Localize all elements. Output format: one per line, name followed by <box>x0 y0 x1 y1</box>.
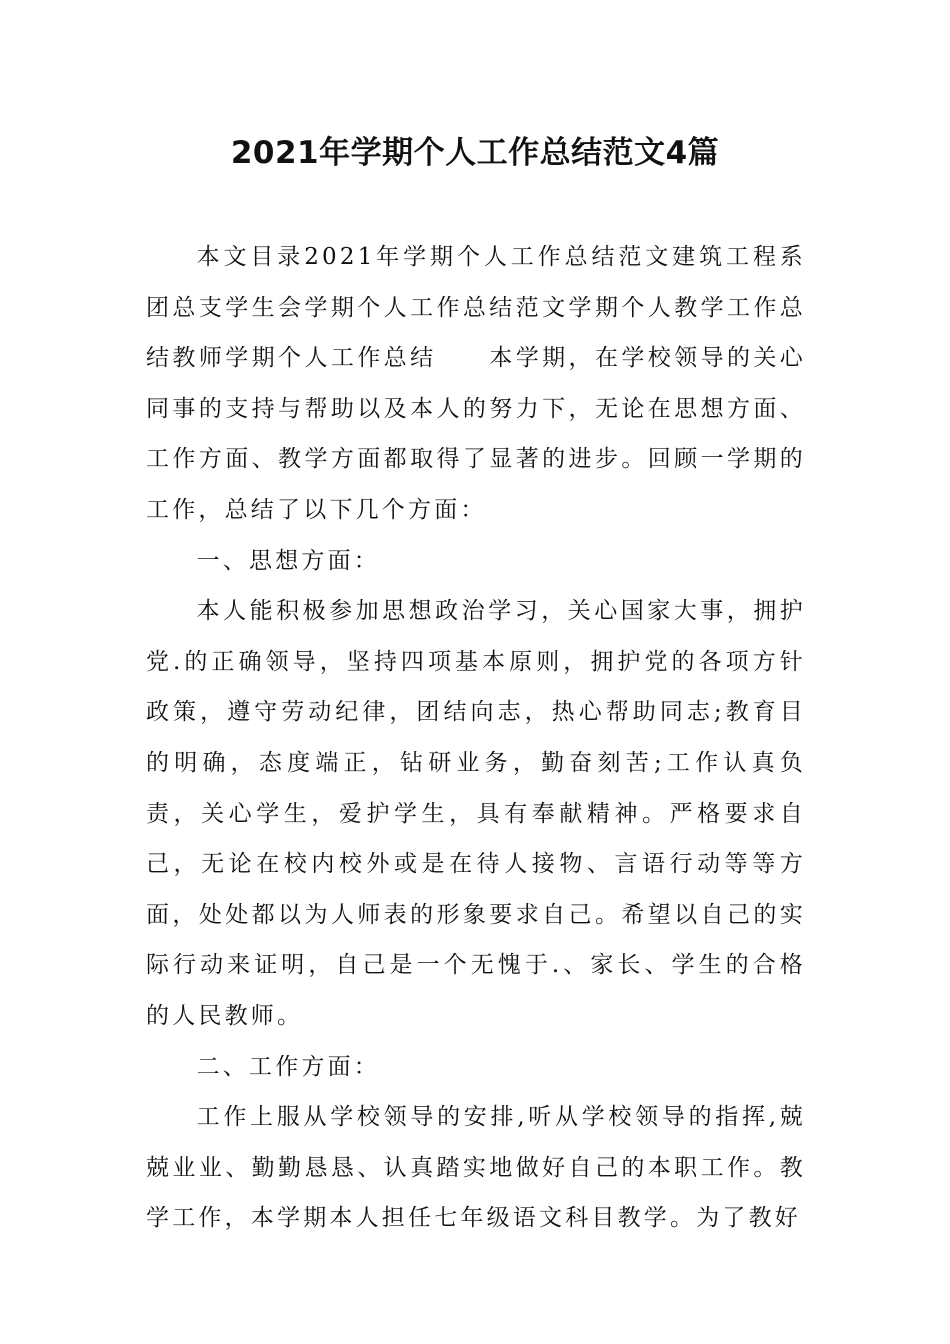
document-title: 2021年学期个人工作总结范文4篇 <box>230 135 720 171</box>
section-heading-work: 二、工作方面： <box>196 1053 380 1080</box>
section-heading-thought: 一、思想方面： <box>196 547 380 574</box>
thought-paragraph: 本人能积极参加思想政治学习，关心国家大事，拥护党.的正确领导，坚持四项基本原则，拥护党的各项方针政策，遵守劳动纪律，团结向志，热心帮助同志;教育目的明确，态度端正，钻研业务，勤奋刻苦;工作认真负责，关心学生，爱护学生，具有奉献精神。严格要求自己，无论在校内校外或是在待人接物、言语行动等等方面，处处都以为人师表的形象要求自己。希望以自己的实际行动来证明，自己是一个无愧于.、家长、学生的合格的人民教师。 <box>146 598 806 1029</box>
intro-paragraph: 本文目录2021年学期个人工作总结范文建筑工程系团总支学生会学期个人工作总结范文学期个人教学工作总结教师学期个人工作总结 本学期，在学校领导的关心同事的支持与帮助以及本人的努力下，无论在思想方面、工作方面、教学方面都取得了显著的进步。回顾一学期的工作，总结了以下几个方面： <box>146 244 806 523</box>
work-paragraph: 工作上服从学校领导的安排,听从学校领导的指挥,兢兢业业、勤勤恳恳、认真踏实地做好自己的本职工作。教学工作，本学期本人担任七年级语文科目教学。为了教好 <box>146 1104 806 1232</box>
document-body <box>146 232 806 1244</box>
